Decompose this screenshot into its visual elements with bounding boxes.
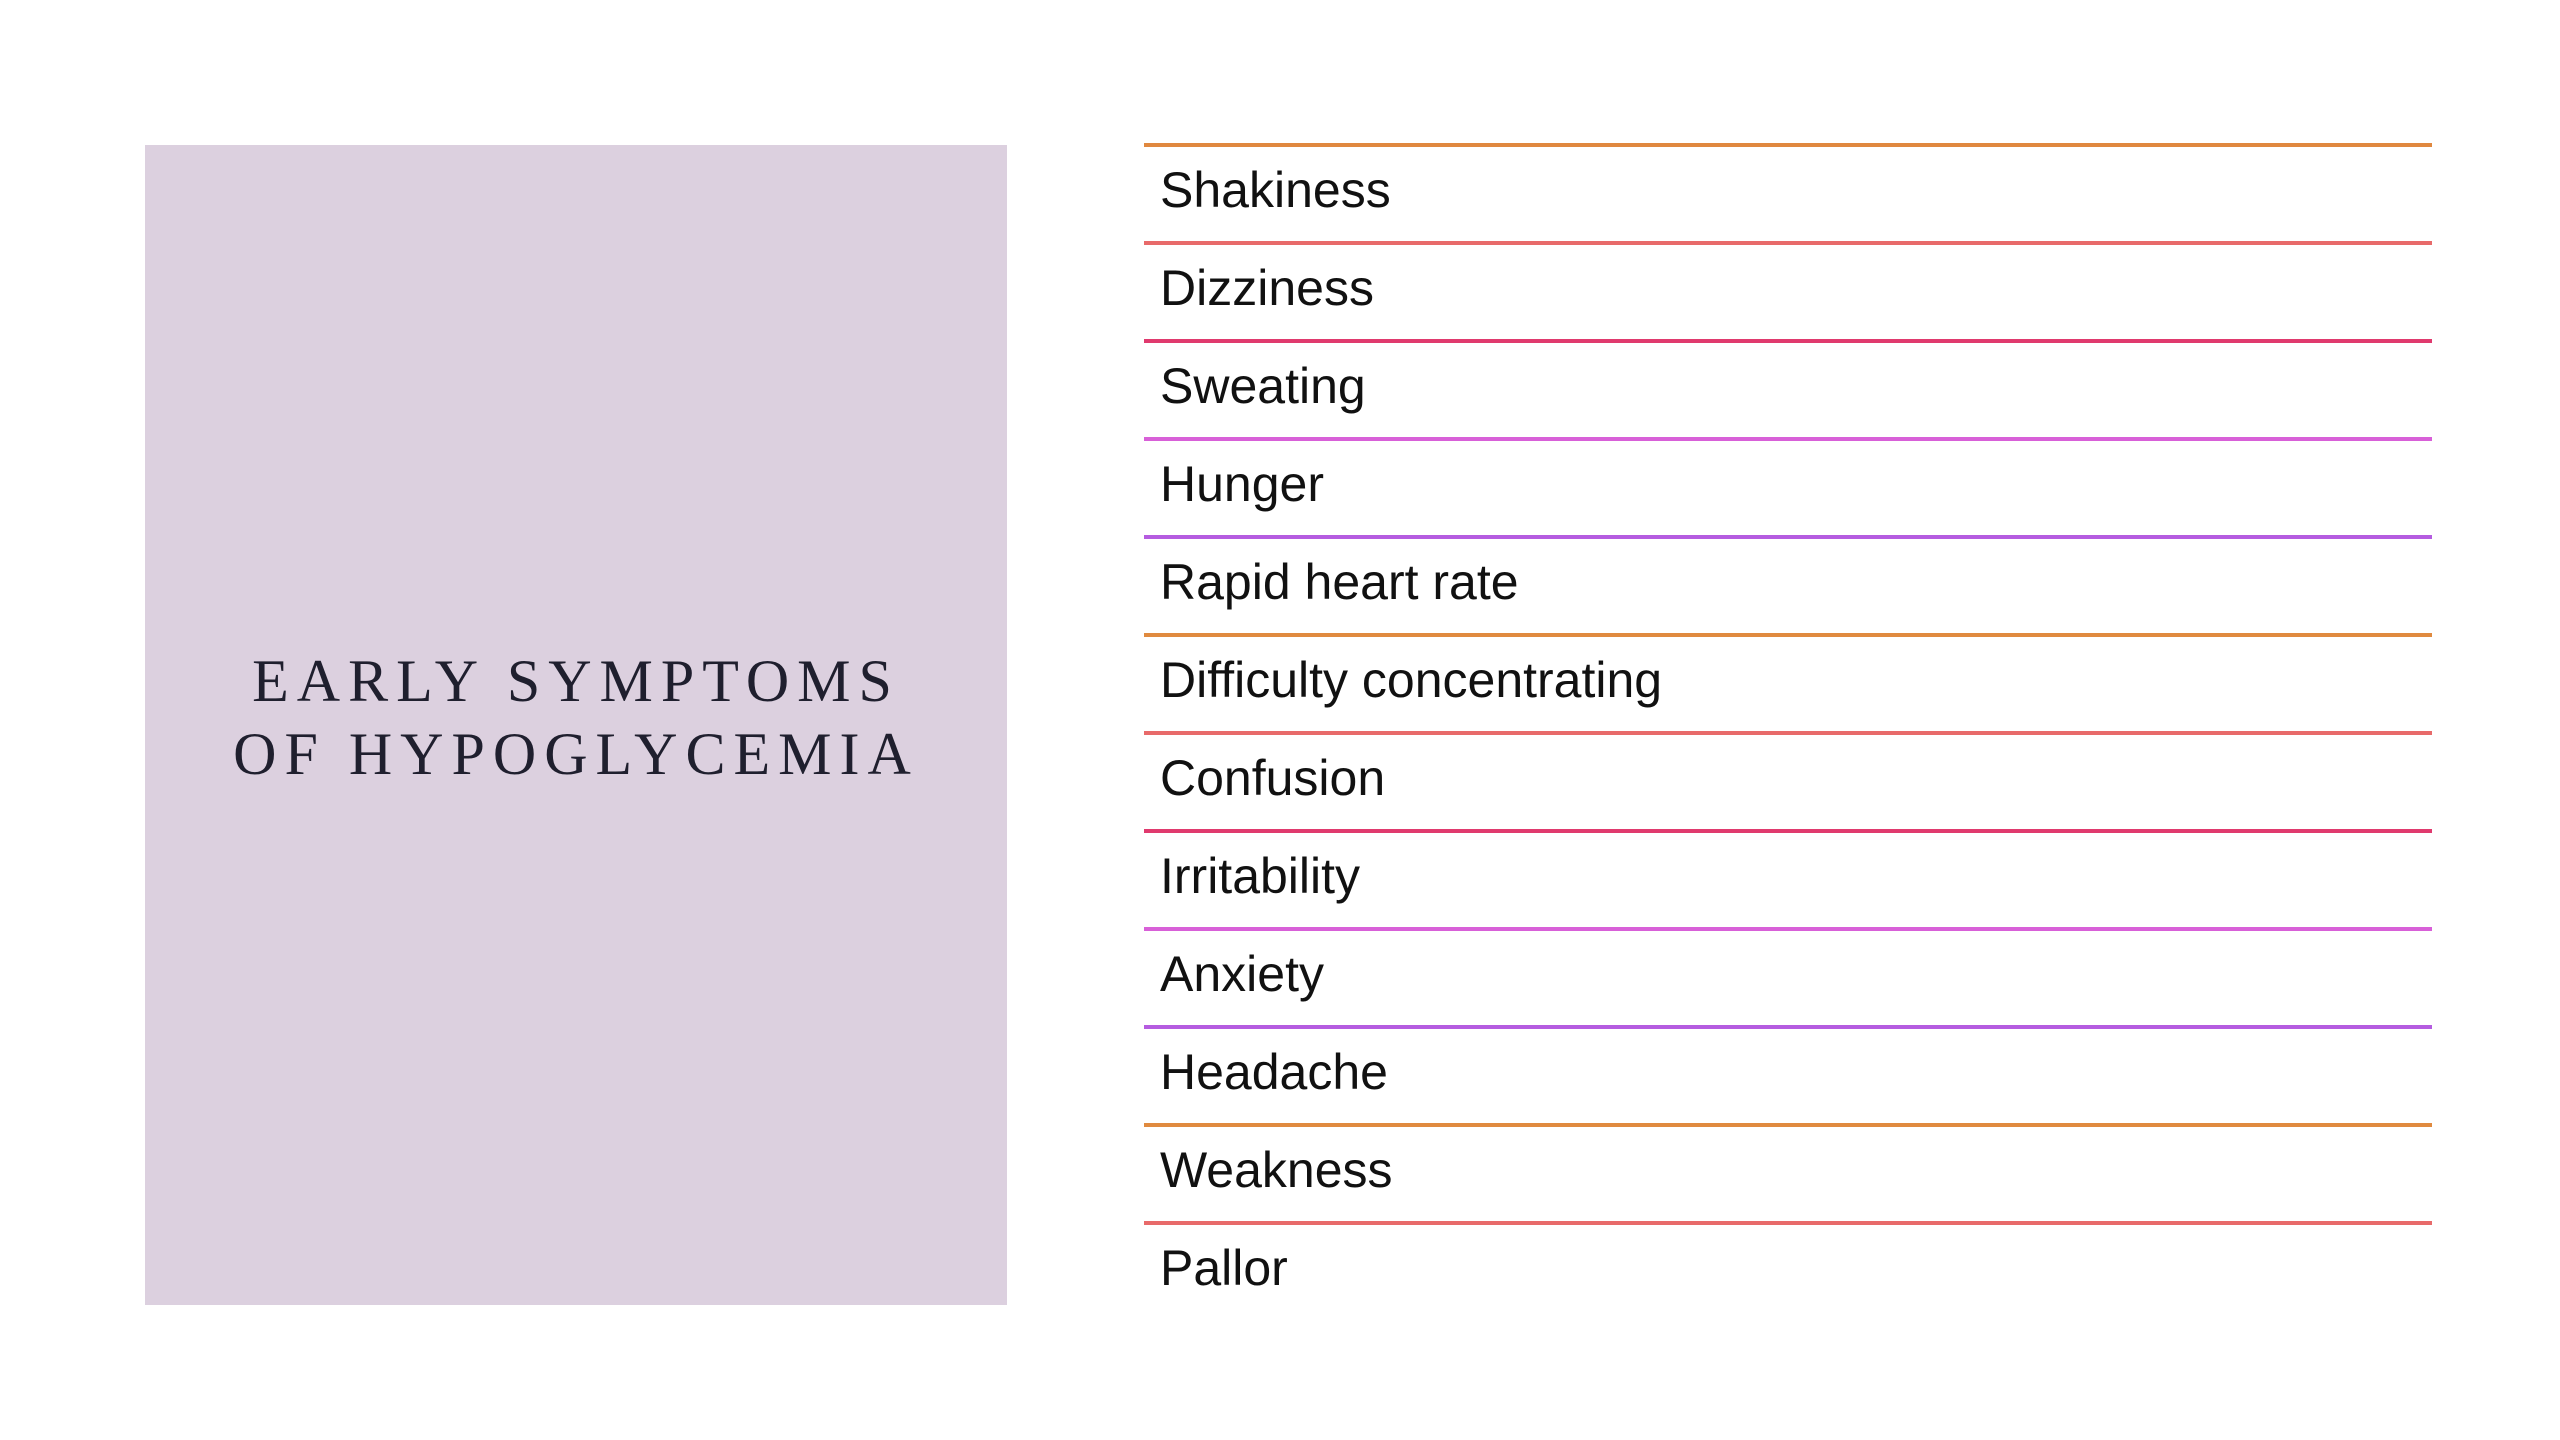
slide-title: EARLY SYMPTOMS OF HYPOGLYCEMIA [233, 647, 919, 787]
symptom-item [1144, 143, 2432, 241]
symptom-label: Shakiness [1160, 162, 1391, 218]
symptom-item [1144, 437, 2432, 535]
symptom-item [1144, 339, 2432, 437]
symptom-item [1144, 633, 2432, 731]
symptom-label: Irritability [1160, 848, 1361, 904]
symptom-label: Rapid heart rate [1160, 554, 1519, 610]
symptom-item [1144, 829, 2432, 927]
title-panel [145, 145, 1007, 1305]
symptom-item [1144, 1221, 2432, 1319]
symptom-label: Difficulty concentrating [1160, 652, 1663, 708]
symptom-label: Dizziness [1160, 260, 1374, 316]
symptom-label: Weakness [1160, 1142, 1393, 1198]
symptom-item [1144, 241, 2432, 339]
symptom-item [1144, 927, 2432, 1025]
symptom-label: Headache [1160, 1044, 1388, 1100]
symptom-list [1144, 143, 2432, 1319]
symptom-item [1144, 1123, 2432, 1221]
symptom-label: Confusion [1160, 750, 1386, 806]
symptom-label: Pallor [1160, 1240, 1288, 1296]
symptom-item [1144, 1025, 2432, 1123]
symptom-label: Sweating [1160, 358, 1366, 414]
symptom-item [1144, 535, 2432, 633]
symptom-item [1144, 731, 2432, 829]
symptom-label: Anxiety [1160, 946, 1324, 1002]
symptom-label: Hunger [1160, 456, 1324, 512]
